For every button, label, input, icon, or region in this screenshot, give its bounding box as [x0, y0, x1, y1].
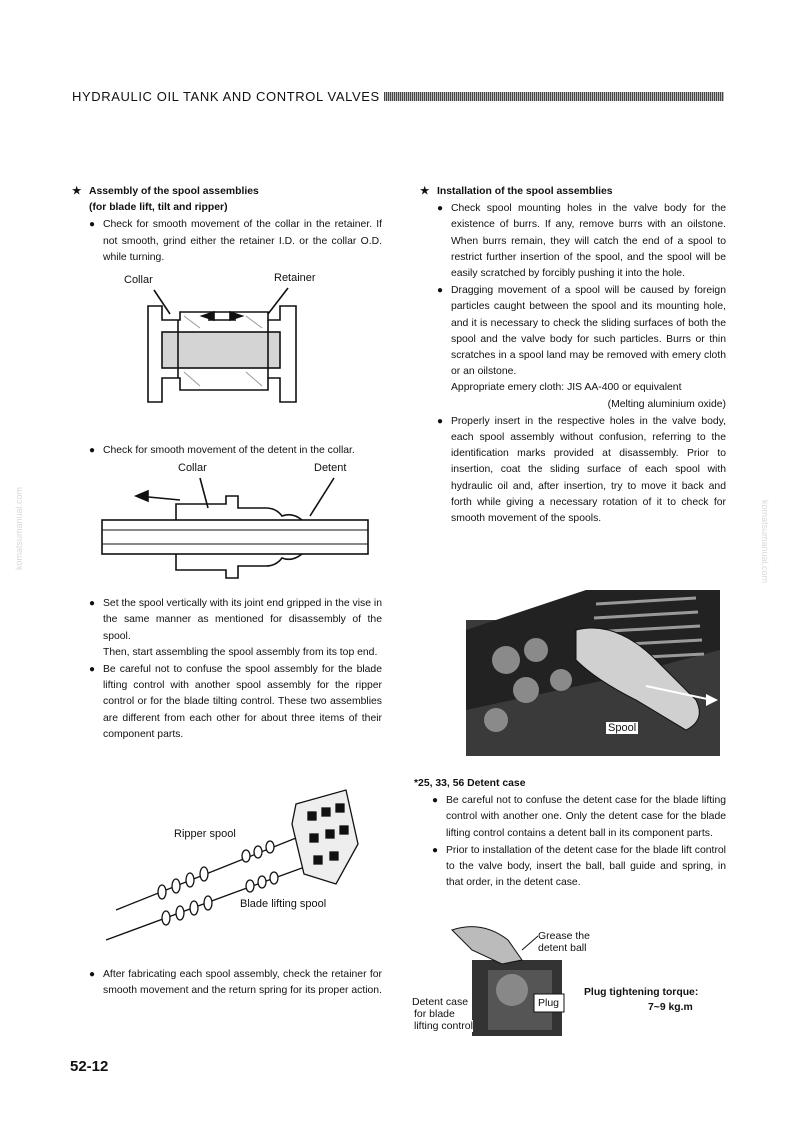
grease-label-2: detent ball — [538, 942, 587, 954]
torque-value: 7~9 kg.m — [648, 1002, 693, 1013]
header-title: HYDRAULIC OIL TANK AND CONTROL VALVES — [72, 88, 380, 104]
list-item: ● Check spool mounting holes in the valve body for the existence of burrs. If any, remove burrs with an oilstone. When burrs remain, they will catch the end of a spool to restrict further insertion of the spool, and the spool will be easily scratched by forcibly pushing it into the hole. — [420, 201, 726, 282]
plug-torque — [584, 985, 698, 1015]
list-item: ● Check for smooth movement of the collar in the retainer. If not smooth, grind either the retainer I.D. or the collar O.D. while turning. — [72, 217, 382, 266]
page-number: 52-12 — [70, 1058, 109, 1075]
star-icon: ★ — [420, 186, 430, 197]
bullet-icon: ● — [89, 664, 96, 676]
list-item: ● Set the spool vertically with its joint end gripped in the vise in the same manner as mentioned for disassembly of the spool. — [72, 596, 382, 645]
retainer-label: Retainer — [274, 272, 316, 284]
list-item: ● Dragging movement of a spool will be caused by foreign particles caught between the spool and its mounting hole, and it is necessary to check the sliding surfaces of both the spool and the valve body for such particles. Burrs or thin scratches in a spool land may be removed with emery cloth or an oilstone. — [420, 283, 726, 380]
ripper-spool-label: Ripper spool — [174, 828, 236, 840]
list-item: ● Properly insert in the respective holes in the valve body, each spool assembly without confusion, referring to the identification marks provided at disassembly. Prior to insertion, coat the sliding surface of each spool with hydraulic oil and, after insertion, try to move it back and forth while giving a necessary rotation of it to check for smooth movement of the spools. — [420, 414, 726, 527]
right-column — [420, 184, 726, 527]
left-column-bottom — [72, 966, 382, 999]
bullet-icon: ● — [89, 445, 96, 457]
torque-label: Plug tightening torque: — [584, 987, 699, 998]
bullet-icon: ● — [89, 598, 96, 610]
collar-label: Collar — [178, 462, 207, 474]
blade-lifting-spool-label: Blade lifting spool — [240, 898, 327, 910]
detent-section — [414, 776, 726, 891]
star-icon: ★ — [72, 186, 82, 197]
header-rule — [384, 92, 724, 101]
install-title: ★ Installation of the spool assemblies — [420, 184, 726, 200]
emery-line: (Melting aluminium oxide) — [607, 398, 726, 410]
collar-label: Collar — [124, 274, 153, 286]
spool-label: Spool — [608, 722, 637, 734]
collar-retainer-drawing — [118, 270, 348, 420]
list-item: ● Be careful not to confuse the spool assembly for the blade lifting control with another spool assembly for the ripper control or for the blade tilting control. These two assemblies are different from each other for about three items of their component parts. — [72, 662, 382, 743]
page-header — [72, 86, 724, 106]
list-item-continuation: Then, start assembling the spool assembly from its top end. — [103, 646, 378, 658]
bullet-icon: ● — [437, 285, 444, 297]
bullet-icon: ● — [437, 415, 444, 427]
detent-case-label-3: lifting control — [414, 1020, 473, 1032]
collar-detent-drawing — [96, 460, 376, 590]
detent-case-figure — [412, 920, 590, 1036]
collar-detent-figure — [96, 460, 376, 590]
list-item: ● Check for smooth movement of the detent in the collar. — [72, 443, 382, 459]
list-item: ● After fabricating each spool assembly, check the retainer for smooth movement and the return spring for its proper action. — [72, 967, 382, 999]
spool-parts-figure — [96, 784, 366, 948]
watermark-right: komatsumanual.com — [760, 500, 770, 584]
bullet-icon: ● — [432, 844, 439, 856]
list-item: ● Prior to installation of the detent case for the blade lift control to the valve body, insert the ball, ball guide and spring, in that order, in the detent case. — [414, 843, 726, 892]
detent-case-label-2: for blade — [414, 1008, 455, 1020]
bullet-icon: ● — [89, 219, 96, 231]
assembly-subtitle: (for blade lift, tilt and ripper) — [89, 202, 228, 214]
collar-retainer-figure — [118, 270, 348, 420]
bullet-icon: ● — [437, 203, 444, 215]
list-item: ● Be careful not to confuse the detent case for the blade lifting control with another one. Only the detent case for the blade lifting control contains a detent ball in its component parts. — [414, 793, 726, 842]
plug-label: Plug — [538, 997, 560, 1009]
bullet-icon: ● — [89, 969, 96, 980]
bullet-icon: ● — [432, 795, 439, 807]
grease-label-1: Grease the — [538, 930, 590, 942]
spool-parts-drawing — [96, 784, 366, 948]
emery-line: Appropriate emery cloth: JIS AA-400 or equivalent — [451, 382, 682, 394]
detent-case-label-1: Detent case — [412, 996, 469, 1008]
watermark-left: komatsumanual.com — [14, 486, 24, 570]
spool-insertion-photo — [466, 590, 720, 756]
spool-photo-drawing — [466, 590, 720, 756]
detent-title: *25, 33, 56 Detent case — [414, 778, 526, 789]
detent-label: Detent — [314, 462, 347, 474]
assembly-title: ★ Assembly of the spool assemblies — [72, 184, 382, 200]
